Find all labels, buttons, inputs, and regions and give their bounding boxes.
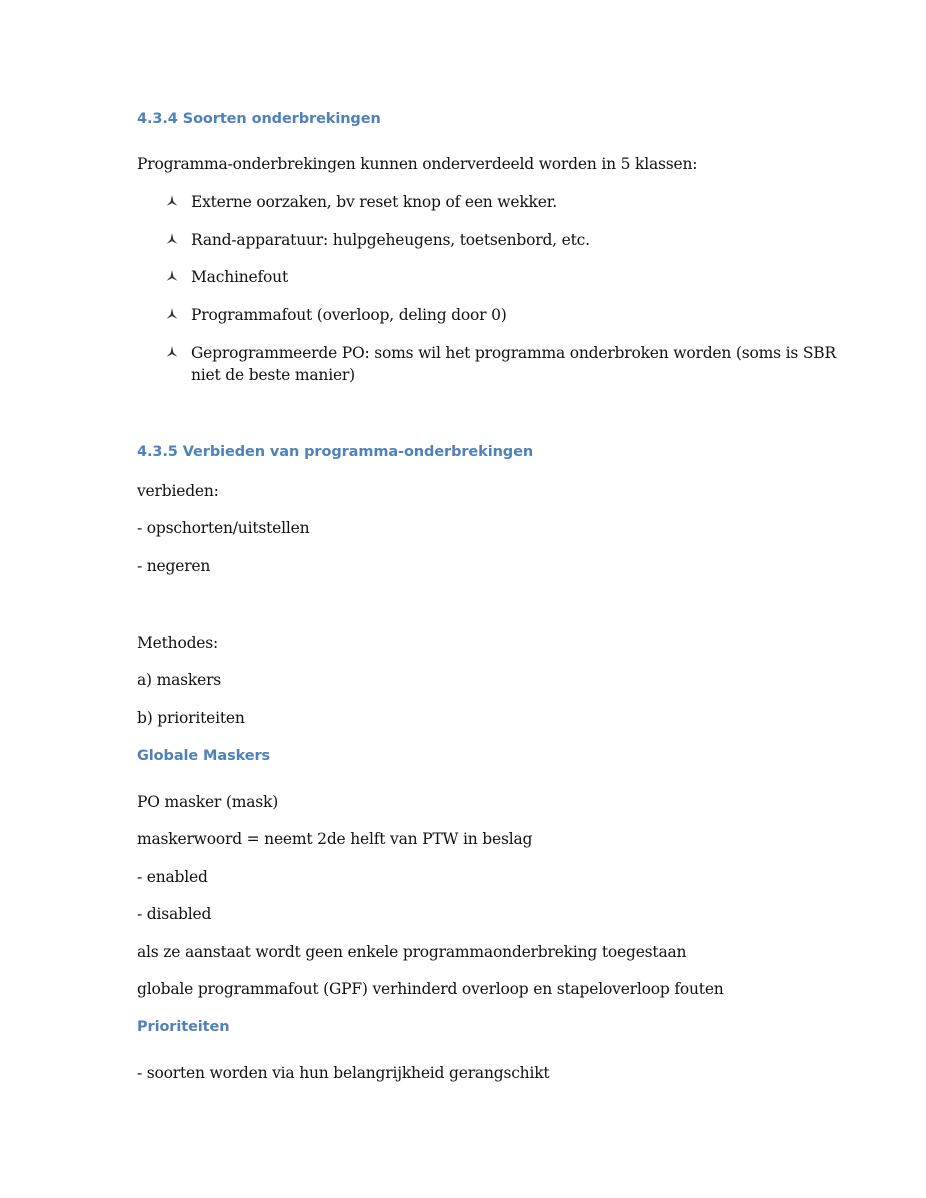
paragraph-line: globale programmafout (GPF) verhinderd overloop en stapeloverloop fouten bbox=[137, 980, 724, 998]
list-item-text: Geprogrammeerde PO: soms wil het programma onderbroken worden (soms is SBR bbox=[191, 344, 836, 362]
paragraph-line: - opschorten/uitstellen bbox=[137, 519, 310, 537]
intro-paragraph: Programma-onderbrekingen kunnen onderverdeeld worden in 5 klassen: bbox=[137, 155, 698, 173]
arrowhead-bullet-icon bbox=[165, 194, 179, 208]
arrowhead-bullet-icon bbox=[165, 232, 179, 246]
list-item-text: Externe oorzaken, bv reset knop of een wekker. bbox=[191, 193, 557, 211]
arrowhead-bullet-icon bbox=[165, 307, 179, 321]
section-heading-soorten-onderbrekingen: 4.3.4 Soorten onderbrekingen bbox=[137, 111, 381, 127]
method-item: b) prioriteiten bbox=[137, 709, 245, 727]
paragraph-line: - enabled bbox=[137, 868, 208, 886]
list-item-text: Programmafout (overloop, deling door 0) bbox=[191, 306, 507, 324]
list-item-text: Machinefout bbox=[191, 268, 288, 286]
method-item: a) maskers bbox=[137, 671, 222, 689]
arrowhead-bullet-icon bbox=[165, 269, 179, 283]
paragraph-line: verbieden: bbox=[137, 482, 219, 500]
paragraph-line: als ze aanstaat wordt geen enkele programmaonderbreking toegestaan bbox=[137, 943, 687, 961]
list-item-text-continuation: niet de beste manier) bbox=[191, 366, 355, 384]
methods-label: Methodes: bbox=[137, 634, 219, 652]
paragraph-line: PO masker (mask) bbox=[137, 793, 279, 811]
paragraph-line: maskerwoord = neemt 2de helft van PTW in beslag bbox=[137, 830, 533, 848]
section-heading-verbieden: 4.3.5 Verbieden van programma-onderbrekingen bbox=[137, 444, 534, 460]
paragraph-line: - disabled bbox=[137, 905, 212, 923]
subheading-prioriteiten: Prioriteiten bbox=[137, 1019, 230, 1035]
paragraph-line: - negeren bbox=[137, 557, 211, 575]
paragraph-line: - soorten worden via hun belangrijkheid gerangschikt bbox=[137, 1064, 550, 1082]
arrowhead-bullet-icon bbox=[165, 345, 179, 359]
subheading-globale-maskers: Globale Maskers bbox=[137, 748, 271, 764]
list-item-text: Rand-apparatuur: hulpgeheugens, toetsenbord, etc. bbox=[191, 231, 590, 249]
